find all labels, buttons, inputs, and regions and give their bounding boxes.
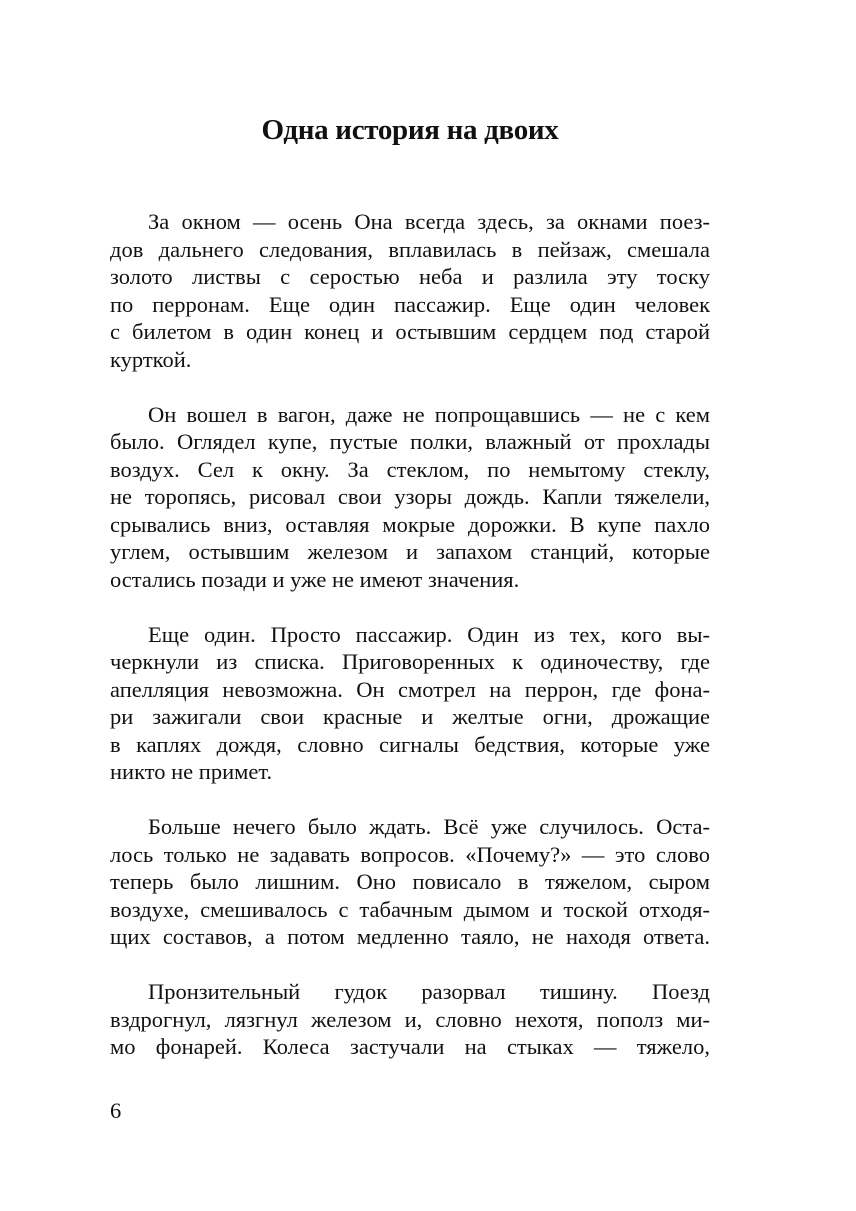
chapter-title: Одна история на двоих <box>261 114 559 146</box>
text-line: было. Оглядел купе, пустые полки, влажный от прохлады <box>110 429 710 454</box>
text-line: За окном — осень Она всегда здесь, за окнами поез- <box>148 209 710 234</box>
text-line: дов дальнего следования, вплавилась в пейзаж, смешала <box>110 236 710 262</box>
text-line: черкнули из списка. Приговоренных к одиночеству, где <box>110 649 710 674</box>
text-line: вздрогнул, лязгнул железом и, словно нехотя, пополз ми- <box>110 1006 710 1032</box>
text-line: Пронзительный гудок разорвал тишину. Поезд <box>148 979 710 1004</box>
text-line: ри зажигали свои красные и желтые огни, дрожащие <box>110 704 710 729</box>
text-line: срывались вниз, оставляя мокрые дорожки. В купе пахло <box>110 511 710 537</box>
text-line: воздухе, смешивалось с табачным дымом и тоской отходя- <box>110 896 710 922</box>
page-number: 6 <box>110 1098 122 1123</box>
text-line: никто не примет. <box>110 759 273 784</box>
text-line: теперь было лишним. Оно повисало в тяжелом, сыром <box>110 869 710 894</box>
text-line: по перронам. Еще один пассажир. Еще один человек <box>110 291 710 317</box>
paragraph-5 <box>110 978 710 1061</box>
paragraph-1 <box>110 208 710 373</box>
paragraph-4 <box>110 813 710 951</box>
text-line: Больше нечего было ждать. Всё уже случилось. Оста- <box>148 814 710 839</box>
text-line: с билетом в один конец и остывшим сердцем под старой <box>110 319 710 344</box>
text-line: в каплях дождя, словно сигналы бедствия, которые уже <box>110 731 710 757</box>
paragraph-3 <box>110 621 710 786</box>
paragraph-2 <box>110 401 710 594</box>
text-line: лось только не задавать вопросов. «Почему?» — это слово <box>110 841 710 867</box>
text-line: углем, остывшим железом и запахом станций, которые <box>110 539 710 564</box>
body-text <box>110 208 710 1088</box>
text-line: не торопясь, рисовал свои узоры дождь. Капли тяжелели, <box>110 484 710 509</box>
text-line: апелляция невозможна. Он смотрел на перрон, где фона- <box>110 676 710 702</box>
text-line: курткой. <box>110 346 192 372</box>
text-line: Еще один. Просто пассажир. Один из тех, кого вы- <box>148 621 710 647</box>
text-line: щих составов, а потом медленно таяло, не находя ответа. <box>110 924 710 949</box>
text-line: золото листвы с серостью неба и разлила эту тоску <box>110 264 710 289</box>
text-line: Он вошел в вагон, даже не попрощавшись — не с кем <box>148 401 710 427</box>
text-line: воздух. Сел к окну. За стеклом, по немытому стеклу, <box>110 456 710 482</box>
text-line: мо фонарей. Колеса застучали на стыках — тяжело, <box>110 1034 710 1059</box>
text-line: остались позади и уже не имеют значения. <box>110 566 520 592</box>
